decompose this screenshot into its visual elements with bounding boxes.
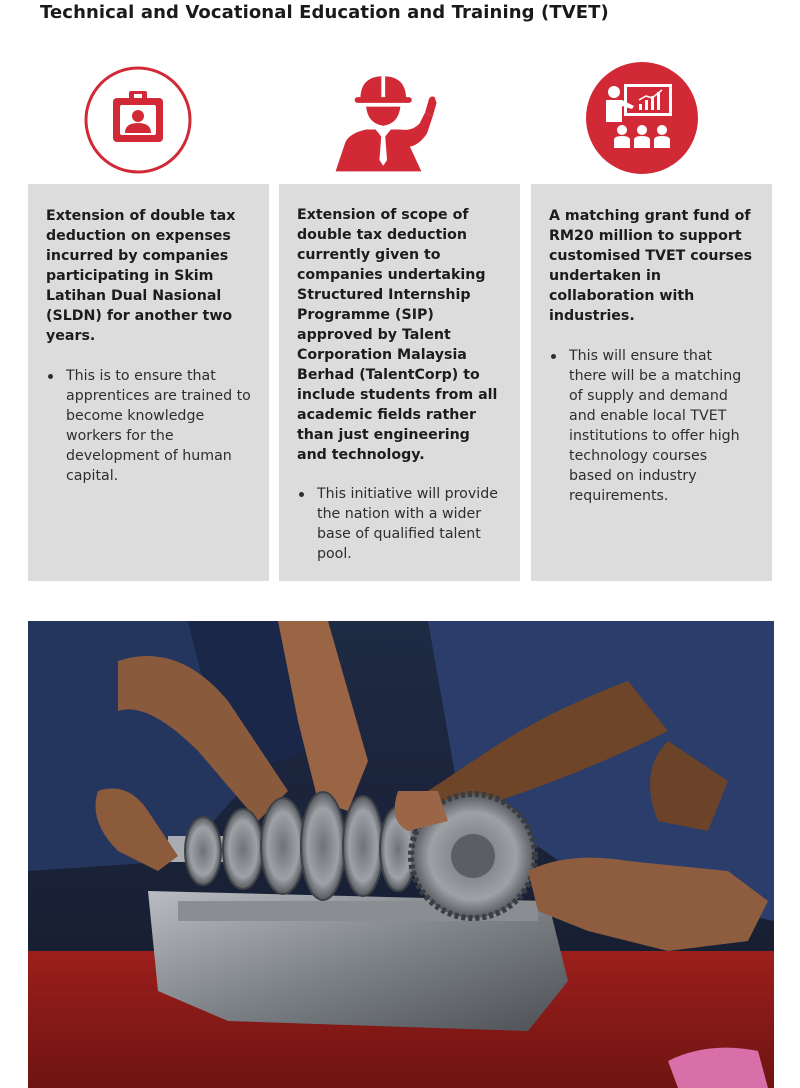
card-heading: Extension of scope of double tax deduction currently given to companies undertaking Structured Internship Programme (SIP) approved by Talent Corporation Malaysia Berhad (TalentCorp) to include students from all academic fields rather than just engineering and technology. [297,207,498,463]
engineer-hardhat-icon [328,62,448,178]
bullet-list [549,346,754,506]
card-sldn [28,184,269,581]
presentation-training-icon [582,62,702,178]
card-heading: A matching grant fund of RM20 million to support customised TVET courses undertaken in collaboration with industries. [549,208,753,324]
page-title: Technical and Vocational Education and Training (TVET) [40,2,609,23]
card-heading: Extension of double tax deduction on expenses incurred by companies participating in Skim Latihan Dual Nasional (SLDN) for another two years. [46,208,236,344]
card-matching-grant [531,184,772,581]
card-sip [279,184,520,581]
bullet-list [297,484,502,564]
bullet-item: This is to ensure that apprentices are trained to become knowledge workers for the development of human capital. [46,366,251,486]
id-badge-icon [78,62,198,178]
bullet-item: This will ensure that there will be a matching of supply and demand and enable local TVET institutions to offer high technology courses based on industry requirements. [549,346,754,506]
bullet-item: This initiative will provide the nation with a wider base of qualified talent pool. [297,484,502,564]
bullet-list [46,366,251,486]
hands-assembling-gearbox-photo [28,621,774,1088]
